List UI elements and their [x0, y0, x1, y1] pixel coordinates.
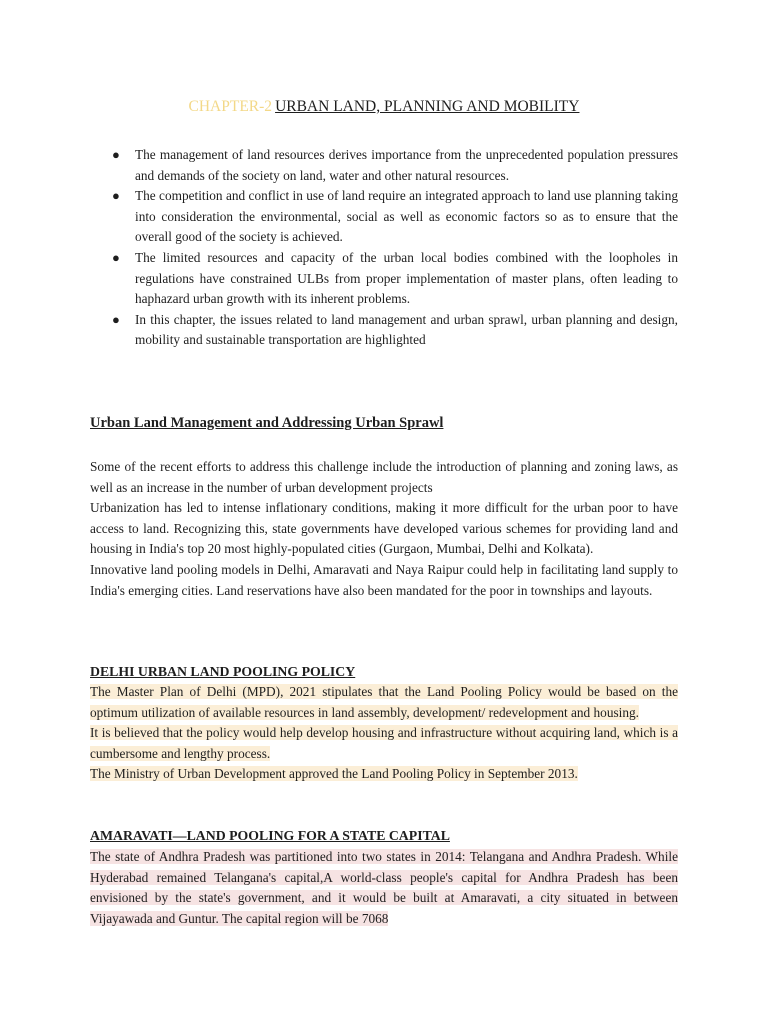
highlighted-text: The Ministry of Urban Development approved the Land Pooling Policy in September 2013.: [90, 766, 578, 782]
list-item: [112, 186, 678, 248]
section-heading-urban-land: Urban Land Management and Addressing Urban Sprawl: [90, 415, 444, 431]
highlighted-text: The Master Plan of Delhi (MPD), 2021 stipulates that the Land Pooling Policy would be based on the optimum utilization of available resources in land assembly, development/ redevelopment and housing.: [90, 684, 678, 720]
section-body-delhi: [90, 682, 678, 785]
list-item: [112, 310, 678, 351]
bullet-icon: ●: [112, 311, 120, 327]
bullet-icon: ●: [112, 188, 120, 204]
highlighted-text: It is believed that the policy would help develop housing and infrastructure without acquiring land, which is a cumbersome and lengthy process.: [90, 725, 678, 761]
highlighted-text: The state of Andhra Pradesh was partitioned into two states in 2014: Telangana and Andhra Pradesh. While Hyderabad remained Telangana's capital,A world-class people's capital for Andhra Pradesh has been envisioned by the state's government, and it would be built at Amaravati, a city situated in between Vijayawada and Guntur. The capital region will be 7068: [90, 849, 678, 926]
section-heading-delhi: DELHI URBAN LAND POOLING POLICY: [90, 664, 356, 679]
paragraph: [90, 847, 678, 929]
bullet-text: The competition and conflict in use of land require an integrated approach to land use planning taking into consideration the environmental, social as well as economic factors so as to ensure that the overall good of the society is achieved.: [135, 188, 678, 245]
paragraph: [90, 723, 678, 764]
chapter-title: URBAN LAND, PLANNING AND MOBILITY: [275, 98, 580, 115]
chapter-heading: [0, 97, 768, 117]
paragraph: Urbanization has led to intense inflationary conditions, making it more difficult for the urban poor to have access to land. Recognizing this, state governments have developed various schemes for providing land and housing in India's top 20 most highly-populated cities (Gurgaon, Mumbai, Delhi and Kolkata).: [90, 500, 678, 557]
paragraph: [90, 764, 678, 785]
section-body-amaravati: [90, 847, 678, 929]
bullet-text: The limited resources and capacity of the urban local bodies combined with the loopholes in regulations have constrained ULBs from proper implementation of master plans, often leading to haphazard urban growth with its inherent problems.: [135, 249, 678, 307]
bullet-text: In this chapter, the issues related to land management and urban sprawl, urban planning and design, mobility and sustainable transportation are highlighted: [135, 311, 678, 348]
intro-bullet-list: [112, 145, 678, 351]
chapter-label: CHAPTER-2: [188, 98, 273, 115]
list-item: [112, 145, 678, 186]
section-body-urban-land: [90, 457, 678, 601]
bullet-icon: ●: [112, 147, 120, 162]
section-heading-amaravati: AMARAVATI—LAND POOLING FOR A STATE CAPITAL: [90, 828, 450, 843]
paragraph: Some of the recent efforts to address this challenge include the introduction of planning and zoning laws, as well as an increase in the number of urban development projects: [90, 459, 678, 495]
bullet-text: The management of land resources derives importance from the unprecedented population pressures and demands of the society on land, water and other natural resources.: [135, 147, 678, 183]
bullet-icon: ●: [112, 249, 120, 265]
paragraph: Innovative land pooling models in Delhi, Amaravati and Naya Raipur could help in facilitating land supply to India's emerging cities. Land reservations have also been mandated for the poor in townships and layouts.: [90, 561, 678, 598]
list-item: [112, 248, 678, 310]
paragraph: [90, 682, 678, 723]
